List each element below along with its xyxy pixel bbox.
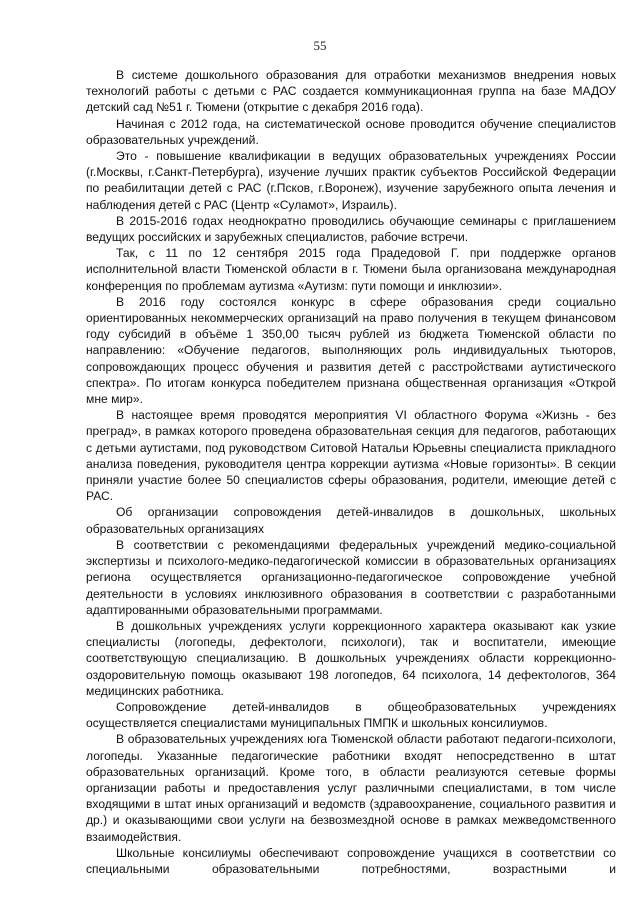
section-heading: Об организации сопровождения детей-инвалидов в дошкольных, школьных образовательных организациях xyxy=(86,505,616,536)
paragraph: В настоящее время проводятся мероприятия VI областного Форума «Жизнь - без преград», в рамках которого проведена образовательная секция для педагогов, работающих с детьми аутистами, под руководством Ситовой Натальи Юрьевны специалиста прикладного анализа поведения, руководителя центра коррекции аутизма «Новые горизонты». В секции приняли участие более 50 специалистов сферы образования, родители, имеющие детей с РАС. xyxy=(86,408,616,504)
paragraph: Это - повышение квалификации в ведущих образовательных учреждениях России (г.Москвы, г.Санкт-Петербурга), изучение лучших практик субъектов Российской Федерации по реабилитации детей с РАС (г.Псков, г.Воронеж), изучение зарубежного опыта лечения и наблюдения детей с РАС (Центр «Суламот», Израиль). xyxy=(86,149,616,212)
paragraph: Сопровождение детей-инвалидов в общеобразовательных учреждениях осуществляется специалистами муниципальных ПМПК и школьных консилиумов. xyxy=(86,699,616,731)
paragraph: В системе дошкольного образования для отработки механизмов внедрения новых технологий работы с детьми с РАС создается коммуникационная группа на базе МАДОУ детский сад №51 г. Тюмени (открытие с декабря 2016 года). xyxy=(86,68,616,115)
paragraph: Школьные консилиумы обеспечивают сопровождение учащихся в соответствии со специальными образовательными потребностями, возрастными и xyxy=(86,845,616,876)
document-body xyxy=(86,67,616,877)
paragraph: В соответствии с рекомендациями федеральных учреждений медико-социальной экспертизы и психолого-медико-педагогической комиссии в образовательных организациях региона осуществляется организационно-педагогическое сопровождение учебной деятельности в условиях инклюзивного образования в соответствии с разработанными адаптированными образовательными программами. xyxy=(86,537,616,617)
paragraph: В 2016 году состоялся конкурс в сфере образования среди социально ориентированных некоммерческих организаций на право получения в текущем финансовом году субсидий в объёме 1 350,00 тысяч рублей из бюджета Тюменской области по направлению: «Обучение педагогов, выполняющих роль индивидуальных тьюторов, сопровождающих процесс обучения и развития детей с расстройствами аутистического спектра». По итогам конкурса победителем признана общественная организация «Открой мне мир». xyxy=(86,294,616,407)
paragraph: Так, с 11 по 12 сентября 2015 года Прадедовой Г. при поддержке органов исполнительной власти Тюменской области в г. Тюмени была организована международная конференция по проблемам аутизма «Аутизм: пути помощи и инклюзии». xyxy=(86,246,616,293)
paragraph: Начиная с 2012 года, на систематической основе проводится обучение специалистов образовательных учреждений. xyxy=(86,116,616,147)
paragraph: В образовательных учреждениях юга Тюменской области работают педагоги-психологи, логопеды. Указанные педагогические работники входят непосредственно в штат образовательных организаций. Кроме того, в области реализуются сетевые формы организации работы и предоставления услуг различными специалистами, в том числе входящими в штат иных организаций и ведомств (здравоохранение, социального развития и др.) и оказывающими свои услуги на безвозмездной основе в рамках межведомственного взаимодействия. xyxy=(86,732,616,844)
paragraph: В 2015-2016 годах неоднократно проводились обучающие семинары с приглашением ведущих российских и зарубежных специалистов, рабочие встречи. xyxy=(86,213,616,245)
page-number: 55 xyxy=(313,38,327,53)
paragraph: В дошкольных учреждениях услуги коррекционного характера оказывают как узкие специалисты (логопеды, дефектологи, психологи), так и воспитатели, имеющие соответствующую специализацию. В дошкольных учреждениях области коррекционно-оздоровительную помощь оказывают 198 логопедов, 64 психолога, 14 дефектологов, 364 медицинских работника. xyxy=(86,618,616,698)
